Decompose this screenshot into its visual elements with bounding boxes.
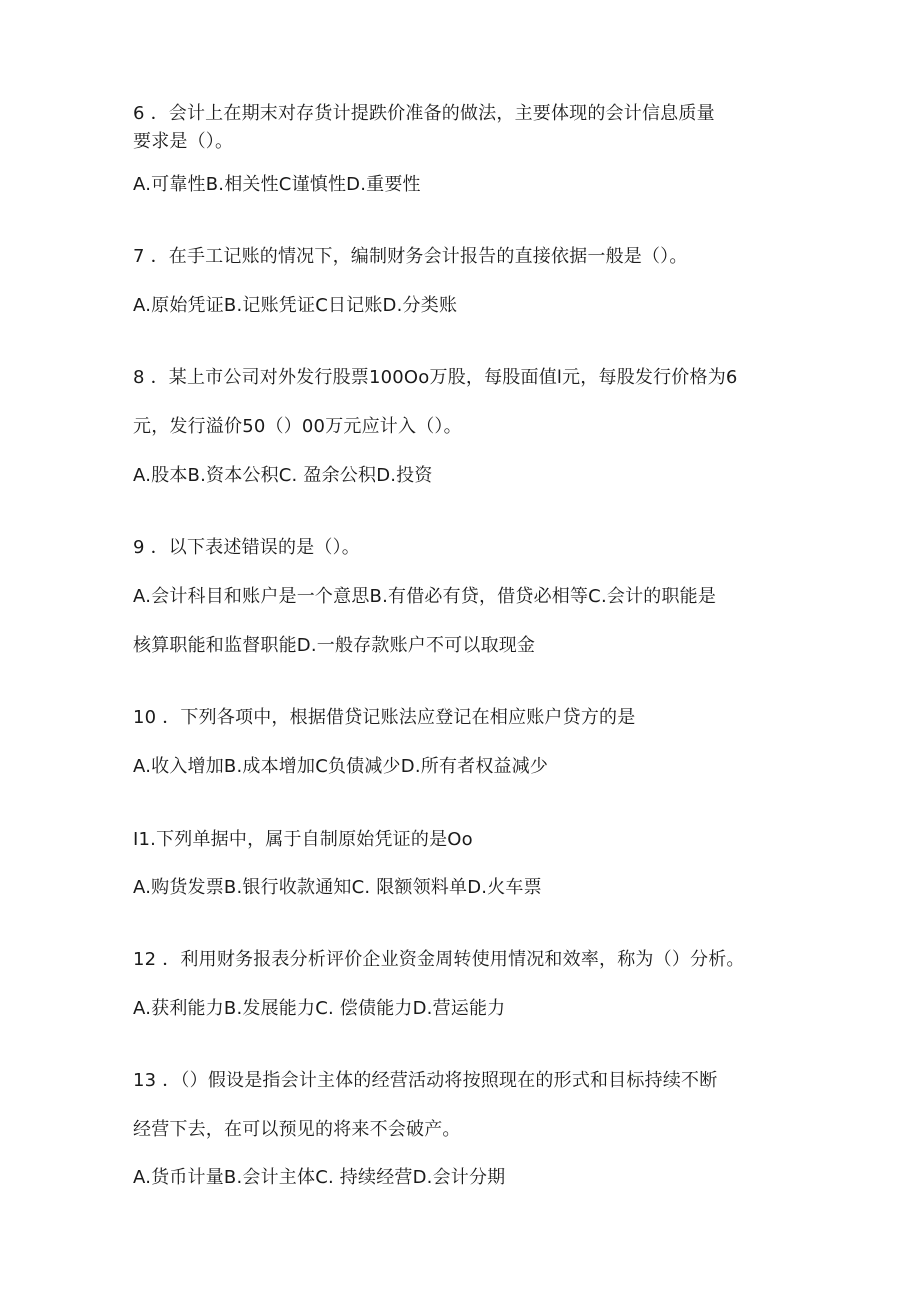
question-7-line-1: 7 ．在手工记账的情况下，编制财务会计报告的直接依据一般是（）。 [133, 246, 688, 267]
question-12-line-1: 12 ．利用财务报表分析评价企业资金周转使用情况和效率，称为（）分析。 [133, 949, 745, 970]
question-9-options-line-2: 核算职能和监督职能D.一般存款账户不可以取现金 [133, 635, 536, 656]
question-13-options: A.货币计量B.会计主体C. 持续经营D.会计分期 [133, 1167, 506, 1188]
question-6-options: A.可靠性B.相关性C谨慎性D.重要性 [133, 174, 421, 195]
question-10-options: A.收入增加B.成本增加C负债减少D.所有者权益减少 [133, 756, 549, 777]
question-11-line-1: I1.下列单据中，属于自制原始凭证的是Oo [133, 829, 473, 850]
question-8-options: A.股本B.资本公积C. 盈余公积D.投资 [133, 465, 433, 486]
question-8-line-2: 元，发行溢价50（）00万元应计入（）。 [133, 416, 462, 437]
question-13-line-1: 13 ．（）假设是指会计主体的经营活动将按照现在的形式和目标持续不断 [133, 1070, 718, 1091]
question-10-line-1: 10 ．下列各项中，根据借贷记账法应登记在相应账户贷方的是 [133, 707, 636, 728]
question-9-options-line-1: A.会计科目和账户是一个意思B.有借必有贷，借贷必相等C.会计的职能是 [133, 586, 717, 607]
question-7-options: A.原始凭证B.记账凭证C日记账D.分类账 [133, 295, 458, 316]
question-9-line-1: 9 ．以下表述错误的是（）。 [133, 537, 360, 558]
question-8-line-1: 8 ．某上市公司对外发行股票100Oo万股，每股面值l元，每股发行价格为6 [133, 367, 738, 388]
question-11-options: A.购货发票B.银行收款通知C. 限额领料单D.火车票 [133, 877, 542, 898]
question-6-line-1: 6 ．会计上在期末对存货计提跌价准备的做法，主要体现的会计信息质量 [133, 103, 715, 124]
question-6-line-2: 要求是（）。 [133, 131, 234, 152]
question-13-line-2: 经营下去，在可以预见的将来不会破产。 [133, 1119, 461, 1140]
question-12-options: A.获利能力B.发展能力C. 偿债能力D.营运能力 [133, 998, 506, 1019]
